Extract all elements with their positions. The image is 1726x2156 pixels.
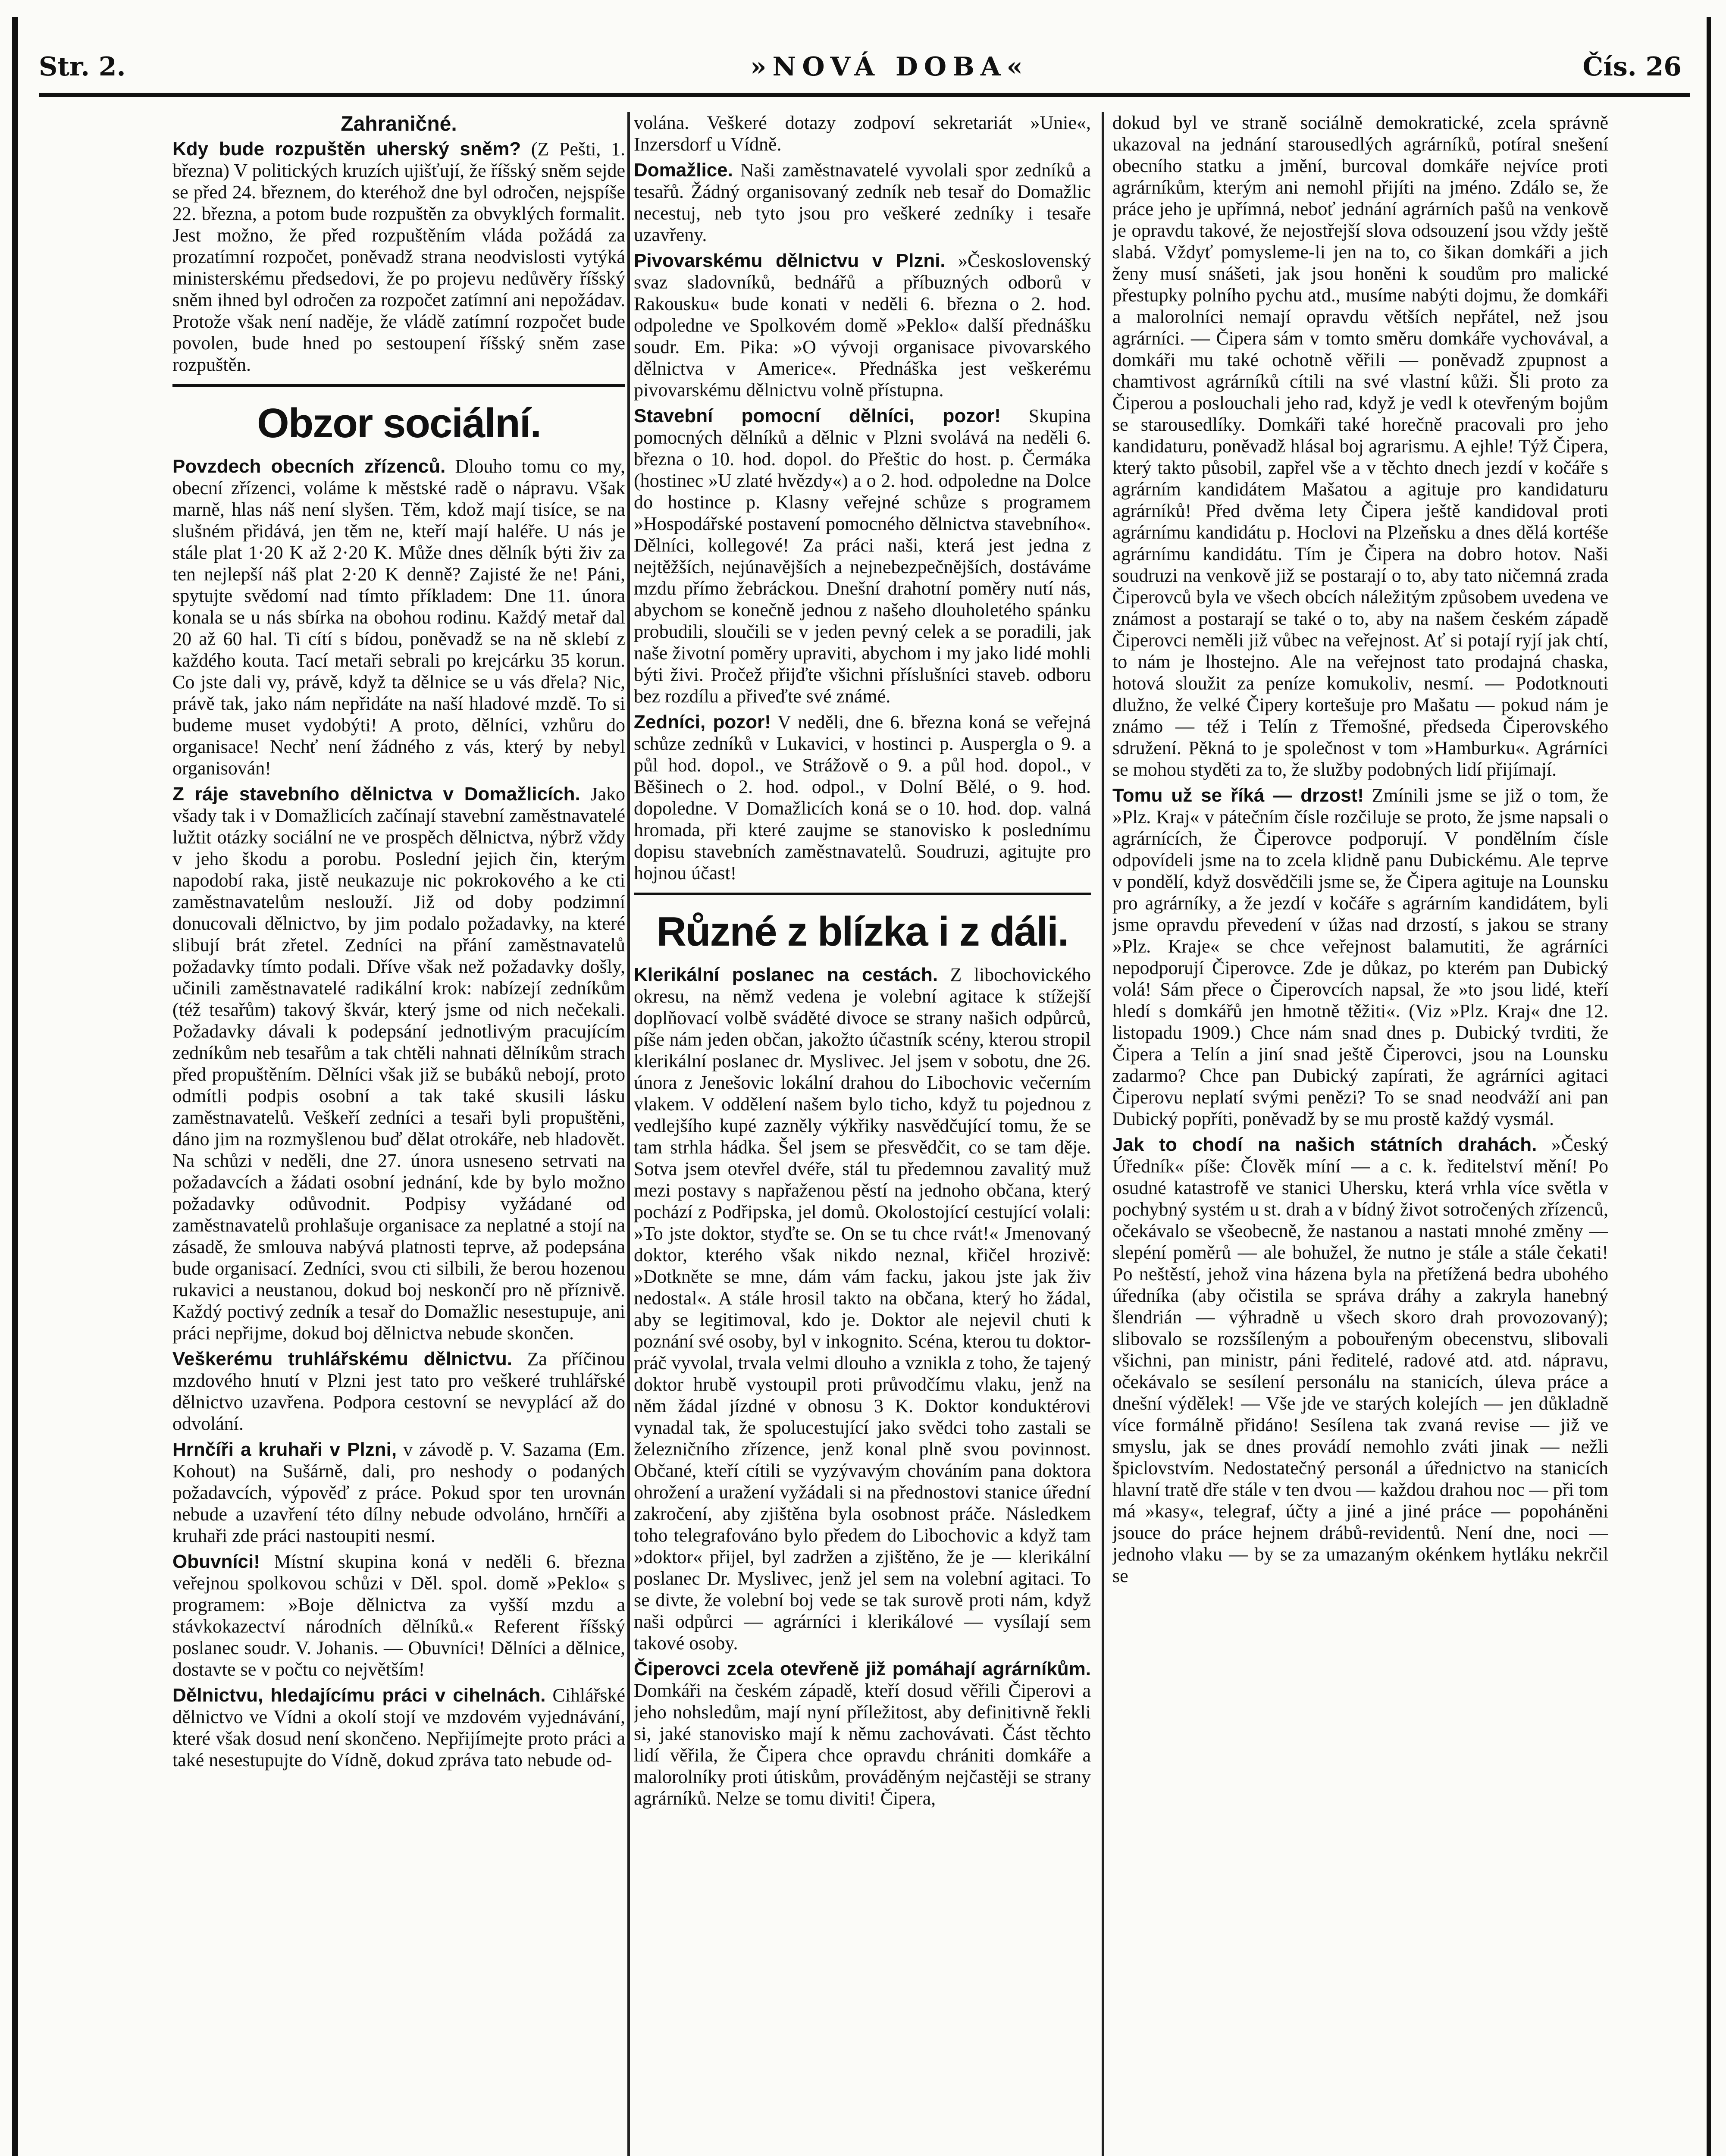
article: [1112, 1134, 1608, 1587]
article-body: V neděli, dne 6. března koná se veřejná schůze zedníků v Lukavici, v hostinci p. Auspergla o 9. a půl hod. dopol., ve Strážově o 9. a půl hod. dopol., v Běšinech o 2. hod. odpol., v Dolní Bělé, o 9. hod. dopoledne. V Domažlicích koná se o 10. hod. dop. valná hromada, při které zaujme se stanovisko k poslednímu dopisu stavebních zaměstnavatelů. Soudruzi, agitujte pro hojnou účast!: [634, 711, 1091, 884]
article-body: Skupina pomocných dělníků a dělnic v Plzni svolává na neděli 6. března o 10. hod. dopol. do Přeštic do host. p. Čermáka (hostinec »U zlaté hvězdy«) a o 2. hod. odpoledne na Dolce do hostince p. Klasny veřejné schůze s programem »Hospodářské postavení pomocného dělnictva stavebního«. Dělníci, kollegové! Za práci naši, která jest jedna z nejtěžších, nejúnavějších a nejnebezpečnějších, dostáváme mzdu přímo žebráckou. Dnešní drahotní poměry nutí nás, abychom se konečně jednou z našeho dlouholetého spánku probudili, sloučili se v jeden pevný celek a se poradili, jak naše životní poměry upraviti, abychom i my jako lidé mohli býti živi. Pročež přijďte všichni příslušníci staveb. odboru bez rozdílu a přiveďte své známé.: [634, 405, 1091, 707]
article-heading: Povzdech obecních zřízenců.: [172, 456, 446, 477]
masthead-title: »NOVÁ DOBA«: [750, 52, 1029, 82]
page-header: [39, 52, 1690, 91]
article-heading: Kdy bude rozpuštěn uherský sněm?: [172, 138, 521, 160]
article-body: Jako všady tak i v Domažlicích začínají stavební zaměstnavatelé lužtit otázky sociální ne ve prospěch dělnictva, nýbrž vždy v jeho škodu a porobu. Poslední jejich čin, kterým napodobí raka, jistě neukazuje nic pokrokového a ke cti zaměstnavatelům neslouží. Již od doby podzimní donucovali dělnictvo, by jim podalo požadavky, na které slibují brát zřetel. Zedníci na přání zaměstnavatelů požadavky tímto podali. Dříve však než požadavky došly, učinili zaměstnavatelé radikální krok: nabízejí zedníkům (též tesařům) takový škvár, který jsme od nich nečekali. Požadavky dávali k podepsání jednotlivým pracujícím zedníkům neb tesařům a tak chtěli nahnati dělníkům strach před propuštěním. Dělníci však již se bubáků nebojí, proto odmítli podpis osobní a tak také skusili lásku zaměstnavatelů. Veškeří zedníci a tesaři byli propuštěni, dáno jim na rozmyšlenou buď dělat otrokáře, neb hladovět. Na schůzi v neděli, dne 27. února usneseno setrvati na požadavcích a žádati osobní jednání, kde by bylo možno požadavky odůvodnit. Podpisy vyžádané od zaměstnavatelů prohlašuje organisace za neplatné a stojí na zásadě, že smlouva nabývá platnosti teprve, až podepsána bude organisací. Zedníci, svou cti silbili, že berou hozenou rukavici a neustanou, dokud boj neskončí pro ně příznivě. Každý poctivý zedník a tesař do Domažlic nesestupuje, ani práci nepřijme, dokud boj dělnictva nebude skončen.: [172, 783, 625, 1344]
column-1: [172, 112, 625, 2156]
article-body: (Z Pešti, 1. března) V politických kruzích ujišťují, že říšský sněm sejde se před 24. březnem, do kteréhož dne byl odročen, nejspíše 22. března, a potom bude rozpuštěn za obvyklých formalit. Jest možno, že před rozpuštěním vláda požádá za prozatímní rozpočet, poněvadž strana neodvislosti vytýká ministerskému předsedovi, že po projevu nedůvěry říšský sněm ihned byl odročen za rozpočet zatímní ani nepožádav. Protože však není naděje, že vládě zatímní rozpočet bude povolen, bude hned po sestoupení říšský sněm zase rozpuštěn.: [172, 138, 625, 375]
article: [172, 138, 625, 376]
article-heading: Jak to chodí na našich státních drahách.: [1112, 1134, 1537, 1155]
article: [634, 1658, 1091, 1809]
issue-number: Čís. 26: [1582, 52, 1682, 82]
article-body: Dlouho tomu co my, obecní zřízenci, voláme k městské radě o nápravu. Však marně, hlas náš není slyšen. Těm, kdož mají tisíce, se na slušném přidává, jen těm ne, kteří mají haléře. U nás je stále plat 1·20 K až 2·20 K. Může dnes dělník býti živ za ten nejlepší náš plat 2·20 K denně? Zajisté že ne! Páni, spytujte svědomí nad tímto příkladem: Dne 11. února konala se u nás sbírka na obohou rodinu. Každý metař dal 20 až 60 hal. Ti cítí s bídou, poněvadž se na ně sklebí z každého kouta. Tací metaři sebrali po krejcárku 35 korun. Co jste dali vy, právě, když ta dělnice se u vás dřela? Nic, právě tak, jako nám nepřidáte na naší hladové mzdě. To si budeme muset vydobýti! A proto, dělníci, vzhůru do organisace! Nechť není žádného z vás, který by nebyl organisován!: [172, 456, 625, 779]
column-divider: [1102, 112, 1104, 2156]
article-heading: Zedníci, pozor!: [634, 711, 771, 733]
article-body: »Český Úředník« píše: Člověk míní — a c. k. ředitelství mění! Po osudné katastrofě ve stanici Uhersku, která vrhla více světla v pochybný systém u st. drah a v bídný život sotročených zřízenců, očekávalo se všeobecně, že nastanou a nastati mnohé změny — slepéní poměrů — ale bohužel, že nutno je stále a stále čekati! Po neštěstí, jehož vina házena byla na přetížená bedra ubohého úředníka (aby očistila se správa dráhy a zakryla hanebný šlendrián — výhradně u všech skoro drah provozovaný); slibovalo se rozsšíleným a pobouřeným obecenstvu, slibovali všichni, pan ministr, páni ředitelé, radové atd. atd. nápravu, očekávalo se sesílení personálu na stanicích, úleva práce a dnešní výdělek! — Vše jde ve starých kolejích — jen důkladně více formálně přidáno! Sesílena tak zvaná revise — již ve smyslu, jak se dnes provádí nemohlo zváti jinak — nežli špiclovstvím. Nedostatečný personál a úřednictvo na stanicích hlavní tratě dře stále v ten dvou — každou drahou noc — při tom má »kasy«, telegraf, účty a jiné a jiné práce — popoháněni jsouce do práce hejnem drábů-revidentů. Není dne, noci — jednoho vlaku — by se za umazaným okénkem hytláku nekrčil se: [1112, 1134, 1608, 1586]
column-divider: [627, 112, 630, 2156]
article-heading: Veškerému truhlářskému dělnictvu.: [172, 1348, 512, 1369]
article-body: »Československý svaz sladovníků, bednářů a příbuzných odborů v Rakousku« bude konati v neděli 6. března o 2. hod. odpoledne ve Spolkovém domě »Peklo« další přednášku soudr. Em. Pika: »O vývoji organisace pivovarského dělnictva v Americe«. Přednáška jest veškerému pivovarskému dělnictvu volně přístupna.: [634, 250, 1091, 401]
column-2: [634, 112, 1091, 2156]
article: [172, 783, 625, 1344]
article-body: Domkáři na českém západě, kteří dosud věřili Čiperovi a jeho nohsledům, mají nyní příležitost, aby definitivně řekli si, jaké stanovisko mají k němu zachovávati. Část těchto lidí věřila, že Čipera chce opravdu chrániti domkáře a malorolníky proti útiskům, prováděným nejčastěji se strany agrárníků. Nelze se tomu diviti! Čipera,: [634, 1680, 1091, 1809]
article-body: Z libochovického okresu, na němž vedena je volební agitace k stížejší doplňovací volbě sváděté divoce se strany našich odpůrců, píše nám jeden občan, jakožto účastník scény, kterou stropil klerikální poslanec dr. Myslivec. Jel jsem v sobotu, dne 26. února z Jenešovic lokální drahou do Libochovic večerním vlakem. V oddělení našem bylo ticho, když tu pojednou z vedlejšího kupé zazněly výkřiky nasvědčující tomu, že se tam strhla hádka. Šel jsem se přesvědčit, co se tam děje. Sotva jsem otevřel dvéře, stál tu předemnou zavalitý muž mezi postavy s napřaženou pěstí na jednoho občana, který pochází z Podřipska, jel domů. Okolostojící cestující volali: »To jste doktor, styďte se. On se tu chce rvát!« Jmenovaný doktor, kterého však nikdo neznal, křičel hrozivě: »Dotkněte se mne, dám vám facku, jakou jste jak živ nedostal«. A stále hrosil takto na občana, který ho žádal, aby se legitimoval, kdo je. Doktor ale nejevil chuti k poznání své osoby, byl v inkognito. Scéna, kterou tu doktor-práč vyvolal, trvala velmi dlouho a vznikla z toho, že tajený doktor hrubě vystoupil proti průvodčímu vlaku, jenž na něm žádal jízdné v obnosu 3 K. Doktor konduktérovi vynadal tak, že spolucestující jako svědci toho zastali se železničního zřízence, jenž konal plně svou povinnost. Občané, kteří cítili se vyzývavým chováním pana doktora ohrožení a uražení vyžádali si na přednostovi stanice úřední zakročení, aby zjištěna byla osobnost práče. Následkem toho telegrafováno bylo předem do Libochovic a když tam »doktor« přijel, byl zadržen a zjištěno, že je — klerikální poslanec Dr. Myslivec, jenž jel sem na volební agitaci. To se divte, že volební boj vede se tak surově proti nám, když naši odpůrci — agrárníci i klerikálové — vysílají sem takové osoby.: [634, 964, 1091, 1654]
section-rule: [634, 893, 1091, 895]
article: [1112, 112, 1608, 780]
section-heading-social: Obzor sociální.: [257, 400, 541, 446]
article-body: volána. Veškeré dotazy zodpoví sekretariát »Unie«, Inzersdorf u Vídně.: [634, 112, 1091, 155]
article-body: dokud byl ve straně sociálně demokratické, zcela správně ukazoval na jednání starousedlých agrárníků, potíral snešení obecního statku a jmění, burcoval domkáře nejvíce proti agrárníkům, kterým ani nemohl přijíti na jméno. Zdálo se, že práce jeho je upřímná, neboť jednání agrárních pašů na venkově je opravdu takové, že nejostřejší slova odsouzení jsou vždy ještě slabá. Vždyť pomysleme-li jen na to, co šikan domkáři a jich ženy musí snášeti, jak jsou honěni k soudům pro malické přestupky polního pychu atd., musíme nabýti dojmu, že domkáři a malorolníci nemají opravdu větších nepřátel, než jsou agrárníci. — Čipera sám v tomto směru domkáře vychovával, a domkáři mu také ochotně věřili — poněvadž zpupnost a chamtivost agrárníků cítili na své vlastní kůži. Šli proto za Čiperou a poslouchali jeho rad, když je vedl k otevřeným bojům se starousedlíky. Domkáři také horečně pracovali pro jeho kandidaturu, poněvadž hlásal boj agrarismu. A ejhle! Týž Čipera, který takto působil, zapřel vše a v těchto dnech jezdí v kočáře s agrárním kandidátem Mašatou a agituje pro kandidaturu agrárníků! Před dvěma lety Čipera ještě kandidoval proti agrárnímu kandidátu p. Hoclovi na Plzeňsku a dnes dělá kortéše agrárnímu kandidátu. Tím je Čipera na dobro hotov. Naši soudruzi na venkově již se postarají o to, aby tato ničemná zrada Čiperovců byla ve všech obcích náležitým způsobem uvedena ve známost a postarají se také o to, aby na našem českém západě Čiperovci neměli již vůbec na veřejnost. Ať si potají ryjí jak chtí, to nám je lhostejno. Ale na veřejnost tato prodajná chaska, hotová sloužit za peníze komukoliv, nesmí. — Podotknouti dlužno, že velké Čipery kortešuje pro Mašatu — pokud nám je známo — též i Telín z Třemošné, předseda Čiperovského sdružení. Pěkná to je společnost v tom »Hamburku«. Agrárníci se mohou styděti za to, že služby podobných lidí přijímají.: [1112, 112, 1608, 780]
article: [172, 456, 625, 779]
article: [634, 711, 1091, 884]
article-body: Cihlářské dělnictvo ve Vídni a okolí stojí ve mzdovém vyjednávání, které však dosud není skončeno. Nepřijímejte proto práci a také nesestupujte do Vídně, dokud zpráva tato nebude od-: [172, 1685, 625, 1771]
page-number: Str. 2.: [39, 52, 126, 82]
article-heading: Z ráje stavebního dělnictva v Domažlicích.: [172, 783, 580, 805]
section-heading-misc: Různé z blízka i z dáli.: [656, 909, 1068, 955]
article-heading: Stavební pomocní dělníci, pozor!: [634, 405, 1001, 426]
article-heading: Tomu už se říká — drzost!: [1112, 785, 1364, 806]
article-heading: Obuvníci!: [172, 1551, 260, 1572]
column-3: [1112, 112, 1608, 2156]
article-body: v závodě p. V. Sazama (Em. Kohout) na Sušárně, dali, pro neshody o podaných požadavcích, výpověď z práce. Pokud spor ten urovnán nebude a uzavření této dílny nebude odvoláno, hrnčíři a kruhaři zde práci nastoupiti nesmí.: [172, 1439, 625, 1546]
article-heading: Čiperovci zcela otevřeně již pomáhají agrárníkům.: [634, 1658, 1091, 1680]
article: [172, 1551, 625, 1680]
section-rule: [172, 384, 625, 387]
article: [634, 964, 1091, 1654]
article: [172, 1348, 625, 1435]
article-body: Za příčinou mzdového hnutí v Plzni jest tato pro veškeré truhlářské dělnictvo uzavřena. Podpora cestovní se nevyplácí až do odvolání.: [172, 1348, 625, 1434]
article: [634, 405, 1091, 707]
article: [634, 250, 1091, 401]
article-heading: Klerikální poslanec na cestách.: [634, 964, 938, 985]
article: [634, 160, 1091, 246]
article-heading: Pivovarskému dělnictvu v Plzni.: [634, 250, 946, 271]
article: [634, 112, 1091, 155]
article-body: Naši zaměstnavatelé vyvolali spor zedníků a tesařů. Žádný organisovaný zedník neb tesař do Domažlic necestuj, neb tyto jsou pro veškeré zedníky i tesaře uzavřeny.: [634, 160, 1091, 245]
header-rule: [39, 93, 1690, 97]
article-body: Místní skupina koná v neděli 6. března veřejnou spolkovou schůzi v Děl. spol. domě »Peklo« s programem: »Boje dělnictva za vyšší mzdu a stávkokazectví národních dělníků.« Referent říšský poslanec soudr. V. Johanis. — Obuvníci! Dělníci a dělnice, dostavte se v počtu co největším!: [172, 1551, 625, 1680]
article: [172, 1685, 625, 1771]
article-heading: Hrnčíři a kruhaři v Plzni,: [172, 1439, 397, 1460]
article-heading: Dělnictvu, hledajícímu práci v cihelnách.: [172, 1685, 546, 1706]
article: [172, 1439, 625, 1547]
section-heading-abroad: Zahraničné.: [341, 113, 457, 135]
article-body: Zmínili jsme se již o tom, že »Plz. Kraj« v pátečním čísle rozčiluje se proto, že jsme napsali o agrárnících, že Čiperovce podporují. V pondělním čísle odpovídeli jsme na to zcela klidně panu Dubickému. Ale teprve v pondělí, když dosvědčili jsme se, že Čipera agituje na Lounsku pro agrárníky, a že jezdí v kočáře s agrárním kandidátem, byli jsme opravdu převedení v úžas nad drzostí, s jakou se strany »Plz. Kraje« se chce veřejnost balamutiti, že agrárníci nepodporují Čiperovce. Zde je důkaz, po kterém pan Dubický volá! Sám přece o Čiperovcích napsal, že »to jsou lidé, kteří hledí s domkářů jen hmotně těžiti«. (Viz »Plz. Kraj« dne 12. listopadu 1909.) Chce nám snad dnes p. Dubický tvrditi, že Čipera a Telín a jiní snad ještě Čiperovci, jsou na Lounsku zadarmo? Chce pan Dubický zapírati, že agrárníci agitaci Čiperovu neplatí svými penězi? To se snad neodváží ani pan Dubický popříti, poněvadž by se mu prostě každý vysmál.: [1112, 785, 1608, 1129]
article: [1112, 785, 1608, 1130]
article-heading: Domažlice.: [634, 160, 733, 181]
